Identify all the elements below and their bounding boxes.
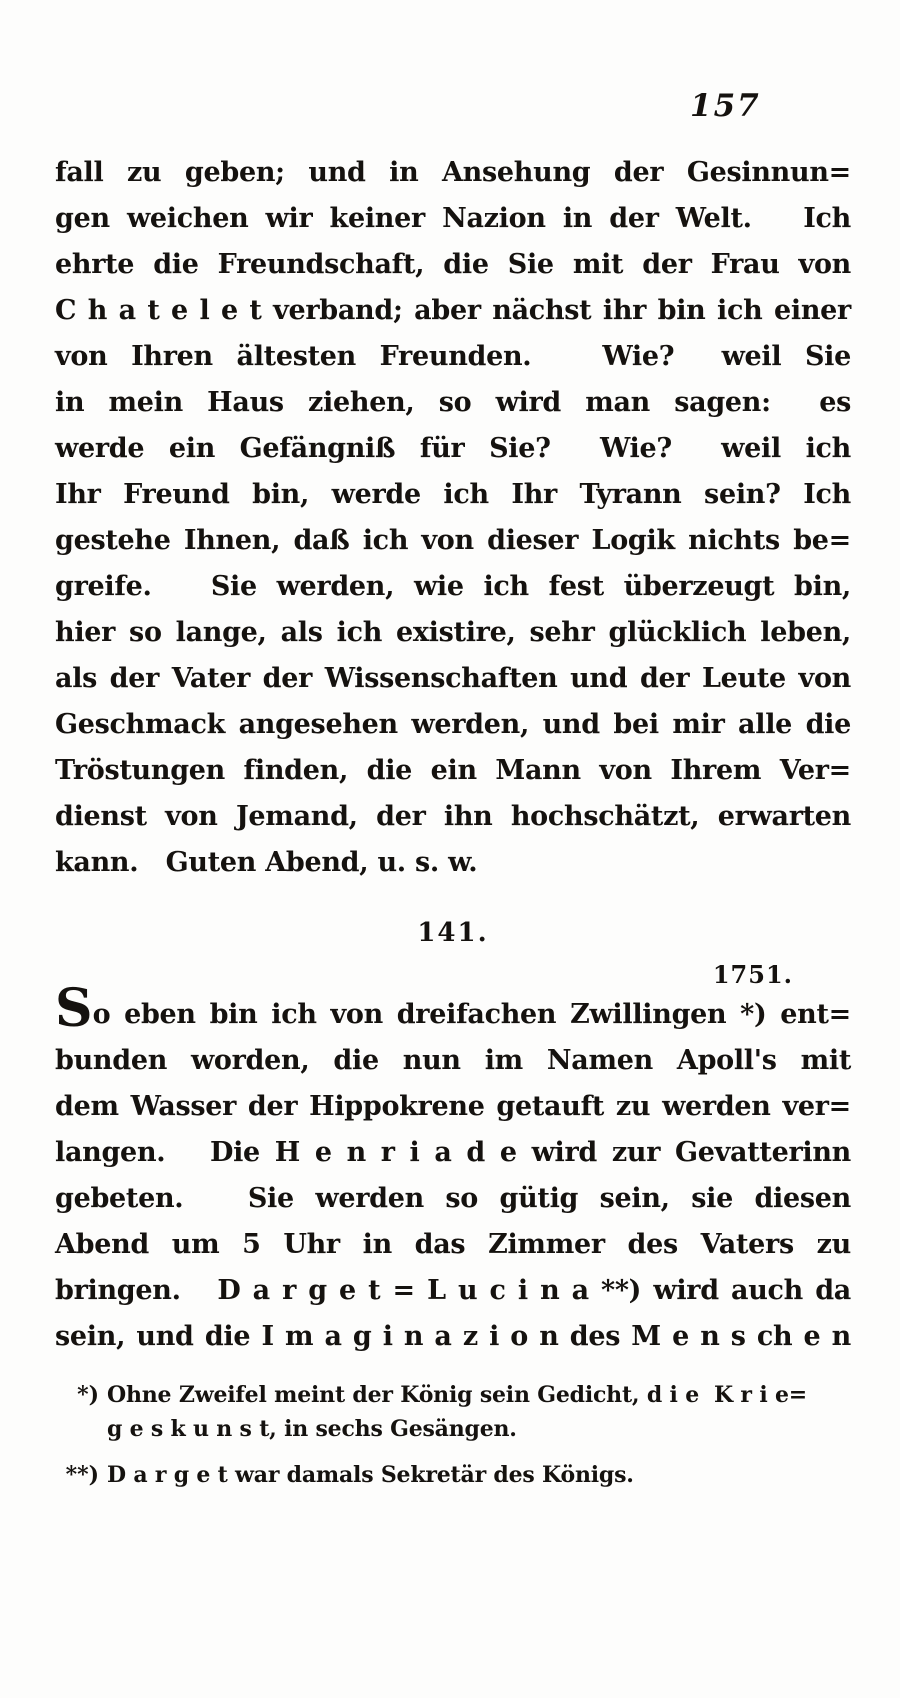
paragraph-second	[55, 978, 851, 1360]
text-line: D a r g e t war damals Sekretär des Königs.	[107, 1462, 634, 1488]
text-line: hier so lange, als ich existire, sehr glücklich leben,	[55, 617, 851, 648]
footnote-marker: **)	[65, 1462, 99, 1488]
drop-cap-initial: S	[55, 978, 93, 1039]
text-line: in mein Haus ziehen, so wird man sagen: es	[55, 387, 851, 418]
text-line: langen. Die H e n r i a d e wird zur Gevatterinn	[55, 1137, 851, 1168]
text-line: dienst von Jemand, der ihn hochschätzt, erwarten	[55, 801, 851, 832]
text-line: werde ein Gefängniß für Sie? Wie? weil ich	[55, 433, 851, 464]
text-line: gen weichen wir keiner Nazion in der Welt. Ich	[55, 203, 851, 234]
text-line: kann. Guten Abend, u. s. w.	[55, 847, 478, 878]
text-line: greife. Sie werden, wie ich fest überzeugt bin,	[55, 571, 851, 602]
text-line: bunden worden, die nun im Namen Apoll's mit	[55, 1045, 851, 1076]
text-line: Tröstungen finden, die ein Mann von Ihrem Ver=	[55, 755, 851, 786]
text-line: g e s k u n s t, in sechs Gesängen.	[107, 1416, 517, 1442]
text-line: Abend um 5 Uhr in das Zimmer des Vaters zu	[55, 1229, 851, 1260]
text-line: Geschmack angesehen werden, und bei mir alle die	[55, 709, 851, 740]
text-line	[55, 978, 851, 1039]
text-line: von Ihren ältesten Freunden. Wie? weil Sie	[55, 341, 851, 372]
text-line: dem Wasser der Hippokrene getauft zu werden ver=	[55, 1091, 851, 1122]
text-line: als der Vater der Wissenschaften und der Leute von	[55, 663, 851, 694]
text-line: bringen. D a r g e t = L u c i n a **) wird auch da	[55, 1275, 851, 1306]
text-line: Ihr Freund bin, werde ich Ihr Tyrann sein? Ich	[55, 479, 851, 510]
footnote-2	[55, 1458, 807, 1492]
footnote-1	[55, 1378, 807, 1446]
text-line: fall zu geben; und in Ansehung der Gesinnun=	[55, 157, 851, 188]
section-year: 1751.	[712, 960, 793, 989]
section-number: 141.	[417, 918, 489, 948]
text-line: sein, und die I m a g i n a z i o n des M e n s ch e n	[55, 1321, 851, 1352]
text-line: Ohne Zweifel meint der König sein Gedicht, d i e K r i e=	[107, 1382, 807, 1408]
text-line: C h a t e l e t verband; aber nächst ihr bin ich einer	[55, 295, 851, 326]
text-line: gestehe Ihnen, daß ich von dieser Logik nichts be=	[55, 525, 851, 556]
text-line: gebeten. Sie werden so gütig sein, sie diesen	[55, 1183, 851, 1214]
footnote-text	[107, 1378, 807, 1446]
text-line-rest: o eben bin ich von dreifachen Zwillingen *) ent=	[92, 999, 851, 1030]
paragraph-second-lines	[55, 1038, 851, 1360]
footnote-text	[107, 1458, 807, 1492]
footnote-marker: *)	[77, 1382, 99, 1408]
text-line: ehrte die Freundschaft, die Sie mit der Frau von	[55, 249, 851, 280]
paragraph-first	[55, 150, 851, 886]
page-number: 157	[690, 88, 761, 124]
